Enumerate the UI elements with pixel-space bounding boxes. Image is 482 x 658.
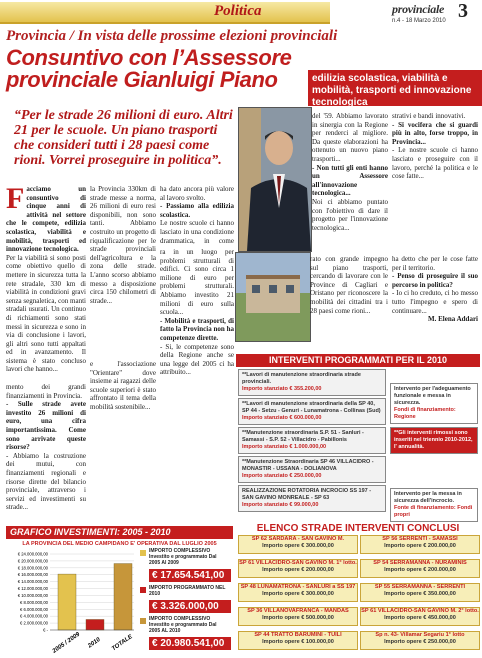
article-column-2 <box>90 185 156 355</box>
legend-value: € 17.654.541,00 <box>149 569 231 582</box>
road-item <box>360 535 480 554</box>
category-label: TOTALE <box>111 633 134 653</box>
legend-label: IMPORTO COMPLESSIVO Investito e programmato Dal 2005 Al 2009 <box>149 548 217 566</box>
y-tick-label: € 4.000.000,00 <box>20 613 48 619</box>
road-name: SP 62 SARDARA - SAN GAVINO M. <box>251 536 345 542</box>
author-signature: M. Elena Addari <box>428 315 478 324</box>
subhead: edilizia scolastica, viabilità e mobilità, trasporti ed innovazione tecnologica <box>312 73 472 108</box>
col4-answer: Noi ci abbiamo puntato con l'obiettivo di dare il progetto per l'innovazione tecnologica... <box>312 197 388 232</box>
road-name: SP 36 VILLANOVAFRANCA - MANDAS <box>247 608 349 614</box>
road-item <box>360 559 480 578</box>
col3b-question: - Mobilità e trasporti, di fatto la Provincia non ha competenze dirette. <box>160 316 234 342</box>
road-item <box>360 607 480 626</box>
article-kicker: Provincia / In vista delle prossime elezioni provinciali <box>6 28 338 44</box>
portrait-illustration <box>239 108 311 251</box>
category-label: 2005 / 2009 <box>51 631 82 655</box>
road-amount: Importo opere € 350.000,00 <box>384 591 456 597</box>
road-name: SP 55 SERRAMANNA - SERRENTI <box>374 584 466 590</box>
intervention-item <box>238 369 386 396</box>
road-name: SP 56 SERRENTI - SAMASSI <box>382 536 458 542</box>
road-item <box>238 559 358 578</box>
road-amount: Importo opere € 300.000,00 <box>262 591 334 597</box>
y-tick-label: € 14.000.000,00 <box>17 579 48 585</box>
y-tick-label: € - <box>43 627 48 633</box>
road-name: SP 61 VILLACIDRO-SAN GAVINO M. 2° lotto. <box>361 608 479 614</box>
article-column-5b <box>392 255 478 355</box>
note-amount: Fondi di finanziamento: Regione <box>394 407 456 420</box>
legend-label: IMPORTO COMPLESSIVO Investito e programmato Dal 2005 AL 2010 <box>149 616 217 634</box>
article-column-3 <box>160 185 234 245</box>
col3-body: ha dato ancora più valore al lavoro svolto. <box>160 185 234 202</box>
road-name: SP 48 LUNAMATRONA - SANLURI a SS 197 <box>240 584 356 590</box>
school-photo <box>235 252 311 342</box>
col3b-body: ra in un luogo per problemi strutturali di edifici. Ci sono circa 1 milione di euro per problemi strutturali. Abbiamo investito 21 milioni di euro sulla scuola... <box>160 248 234 317</box>
road-amount: Importo opere € 250.000,00 <box>384 639 456 645</box>
col4-question: - Non tutti gli enti hanno un Assessore all'innovazione tecnologica... <box>312 163 388 198</box>
y-tick-label: € 24.000.000,00 <box>17 551 48 557</box>
issue-date: n.4 - 18 Marzo 2010 <box>392 18 446 24</box>
road-amount: Importo opere € 200.000,00 <box>384 543 456 549</box>
road-item <box>238 583 358 602</box>
road-amount: Importo opere € 200.000,00 <box>384 567 456 573</box>
col5b-answer: - Io ci ho creduto, ci ho messo tutto l'impegno e spero di continuare... <box>392 289 478 315</box>
article-headline: Consuntivo con l’Assessore provinciale Gianluigi Piano <box>6 45 292 92</box>
roads-title: ELENCO STRADE INTERVENTI CONCLUSI <box>256 523 460 534</box>
legend-value: € 20.980.541,00 <box>149 637 231 650</box>
road-item <box>238 607 358 626</box>
page-number: 3 <box>458 0 468 22</box>
note-text: Intervento per l'adeguamento funzionale e messa in sicurezza. <box>394 386 471 406</box>
y-tick-label: € 10.000.000,00 <box>17 592 48 598</box>
col2b-body: e l'associazione "Orientare" dove insieme ai ragazzi delle scuole superiori è stato affrontato il tema della mobilità sostenibile... <box>90 360 156 411</box>
col1-lead: acciamo un consuntivo di cinque anni di attività nel settore che le compete, edilizia scolastica, viabilità e mobilità, trasporti ed innovazione tecnologica. <box>6 185 86 254</box>
col1-body: Per la viabilità si sono posti come obiettivo quello di mettere in sicurezza tutta la rete stradale, 330 km di viabilità in condizioni gravi senza segnaletica, con manti stradali usurati. Un continuo di richiamenti sono stati messi in sicurezza e sono in via di conclusione i lavori, gli altri sono tutti appaltati ed in avanzamento. Il sistema è stato concluso lavori che hanno... <box>6 253 86 374</box>
article-column-4 <box>312 112 388 252</box>
note-text: Intervento per la messa in sicurezza dell'incrocio. <box>394 491 462 504</box>
pull-quote: “Per le strade 26 milioni di euro. Altri 21 per le scuole. Un piano trasporti che consideri tutti i 28 paesi come rioni. Vorrei proseguire in politica”. <box>14 108 233 168</box>
intervention-note <box>390 383 478 424</box>
road-name: Sp n. 43- Villamar Segariu 1° lotto <box>375 632 465 638</box>
intervention-text: REALIZZAZIONE ROTATORIA INCROCIO SS 197 - SAN GAVINO MONREALE - SP 63 <box>242 488 372 501</box>
y-tick-label: € 16.000.000,00 <box>17 572 48 578</box>
road-item <box>360 631 480 650</box>
col5b-body: ha detto che per le cose fatte per il territorio. <box>392 255 478 272</box>
col4b-body: rato con grande impegno sul piano trasporti, cercando di lavorare con le Province di Cagliari e Oristano per riconoscere la mobilità dei cittadini tra i 28 paesi come rioni... <box>310 255 388 315</box>
subhead-bar <box>308 70 482 106</box>
legend-swatch <box>140 618 146 624</box>
col4-body: del '59. Abbiamo lavorato in sinergia con la Regione per renderci al migliore. Da queste elaborazioni ha ottenuto un nuovo piano trasporti... <box>312 112 388 163</box>
y-tick-label: € 18.000.000,00 <box>17 565 48 571</box>
interventions-title: INTERVENTI PROGRAMMATI PER IL 2010 <box>236 354 480 367</box>
intervention-amount: Importo stanziato € 355.200,00 <box>242 386 322 392</box>
intervention-note <box>390 427 478 454</box>
intervention-text: **Manutenzione Straordinaria SP 46 VILLACIDRO - MONASTIR - USSANA - DOLIANOVA <box>242 459 374 472</box>
intervention-item <box>238 456 386 483</box>
intervention-amount: Importo stanziato € 99.000,00 <box>242 502 319 508</box>
legend-entry <box>140 616 236 634</box>
intervention-item <box>238 485 386 512</box>
col1b-body: mento dei grandi finanziamenti in Provincia. <box>6 383 86 400</box>
article-column-5 <box>392 112 478 252</box>
intervention-amount: Importo stanziato € 1.000.000,00 <box>242 444 327 450</box>
col2-body: la Provincia 330km di strade messe a norma, 26 milioni di euro resi disponibili, non sono tanti. Abbiamo costruito un progetto di riqualificazione per le strade provinciali dell'agricoltura e la zona delle strade. L'anno scorso abbiamo messo a disposizione circa 150 chilometri di strade... <box>90 185 156 305</box>
col3-question: - Passiamo alla edilizia scolastica. <box>160 202 234 219</box>
interventions-list <box>238 369 386 514</box>
legend-label: IMPORTO PROGRAMMATO NEL 2010 <box>149 585 226 597</box>
intervention-amount: Importo stanziato € 600.000,00 <box>242 415 322 421</box>
road-name: SP 44 TRATTO BARUMINI - TUILI <box>254 632 342 638</box>
col5-body: strativi e bandi innovativi. <box>392 112 466 120</box>
col5b-question: - Penso di proseguire il suo percorso in politica? <box>392 272 478 289</box>
col5-answer: - Le nostre scuole ci hanno lasciato e proseguire con il lavoro, perché la politica e le cose fatte... <box>392 146 478 181</box>
road-name: SP 54 SERRAMANNA - NURAMINIS <box>373 560 467 566</box>
legend-swatch <box>140 550 146 556</box>
dropcap: F <box>6 185 25 215</box>
article-column-4b <box>310 255 388 355</box>
road-amount: Importo opere € 450.000,00 <box>384 615 456 621</box>
masthead <box>392 2 448 22</box>
note-amount: Fonte di finanziamento: Fondi propri <box>394 505 473 518</box>
col5-question: - Si vociferа che si guardi più in alto, forse troppo, in Provincia... <box>392 120 478 146</box>
interventions-notes <box>390 383 478 525</box>
intervention-text: **Manutenzione straordinaria S.P. 51 - Sanluri - Samassi - S.P. 52 - Villacidro - Pabillonis <box>242 430 364 443</box>
category-label: 2010 <box>87 636 102 650</box>
portrait-photo <box>238 107 312 252</box>
bar <box>114 564 132 630</box>
note-text: **Gli interventi rimossi sono inseriti nel triennio 2010-2012, l' annualità. <box>394 430 473 450</box>
intervention-text: **Lavori di manutenzione straordinaria della SP 40, SP 44 - Setzu - Genuri - Lunamatrona - Collinas (Sud) <box>242 401 381 414</box>
legend-swatch <box>140 587 146 593</box>
intervention-text: **Lavori di manutenzione straordinaria strade provinciali. <box>242 372 361 385</box>
chart-legend <box>140 548 236 653</box>
article-column-3b <box>160 248 234 525</box>
article-column-1 <box>6 185 86 381</box>
road-item <box>238 535 358 554</box>
y-tick-label: € 2.000.000,00 <box>20 620 48 626</box>
y-tick-label: € 20.000.000,00 <box>17 558 48 564</box>
road-amount: Importo opere € 100.000,00 <box>262 639 334 645</box>
bar <box>86 619 104 630</box>
col1b-question: - Sulle strade avete investito 26 milioni di euro, una cifra importantissima. Come sono arrivate queste risorse? <box>6 400 86 452</box>
col1b-answer: - Abbiamo la costruzione dei mutui, con finanziamenti regionali e risorse dirette del bilancio provinciale, attraverso i servizi ed investimenti su strade... <box>6 451 86 512</box>
road-item <box>238 631 358 650</box>
chart-subtitle: LA PROVINCIA DEL MEDIO CAMPIDANO E' OPERATIVA DAL LUGLIO 2005 <box>22 541 217 547</box>
investment-chart <box>4 548 144 656</box>
legend-entry <box>140 548 236 566</box>
intervention-item <box>238 398 386 425</box>
road-amount: Importo opere € 500.000,00 <box>262 615 334 621</box>
road-amount: Importo opere € 200.000,00 <box>262 567 334 573</box>
brand-logo: provinciale <box>392 2 445 16</box>
intervention-note <box>390 488 478 522</box>
legend-entry <box>140 585 236 597</box>
chart-title: GRAFICO INVESTIMENTI: 2005 - 2010 <box>6 526 233 539</box>
y-tick-label: € 6.000.000,00 <box>20 606 48 612</box>
bar <box>58 574 76 630</box>
article-column-1b <box>6 383 86 525</box>
article-column-2b <box>90 360 156 524</box>
intervention-amount: Importo stanziato € 250.000,00 <box>242 473 322 479</box>
road-item <box>360 583 480 602</box>
col3b-answer: - Si, le competenze sono della Regione anche se una legge del 2005 ci ha attribuito... <box>160 342 234 377</box>
school-illustration <box>236 253 310 341</box>
col3-answer: Le nostre scuole ci hanno lasciato in una condizione drammatica, in come <box>160 219 234 245</box>
y-tick-label: € 8.000.000,00 <box>20 599 48 605</box>
section-title: Politica <box>214 3 262 19</box>
road-name: SP 61 VILLACIDRO-SAN GAVINO M. 1° lotto. <box>239 560 357 566</box>
road-amount: Importo opere € 300.000,00 <box>262 543 334 549</box>
legend-value: € 3.326.000,00 <box>149 600 231 613</box>
intervention-item <box>238 427 386 454</box>
section-banner <box>0 2 330 24</box>
y-tick-label: € 12.000.000,00 <box>17 586 48 592</box>
